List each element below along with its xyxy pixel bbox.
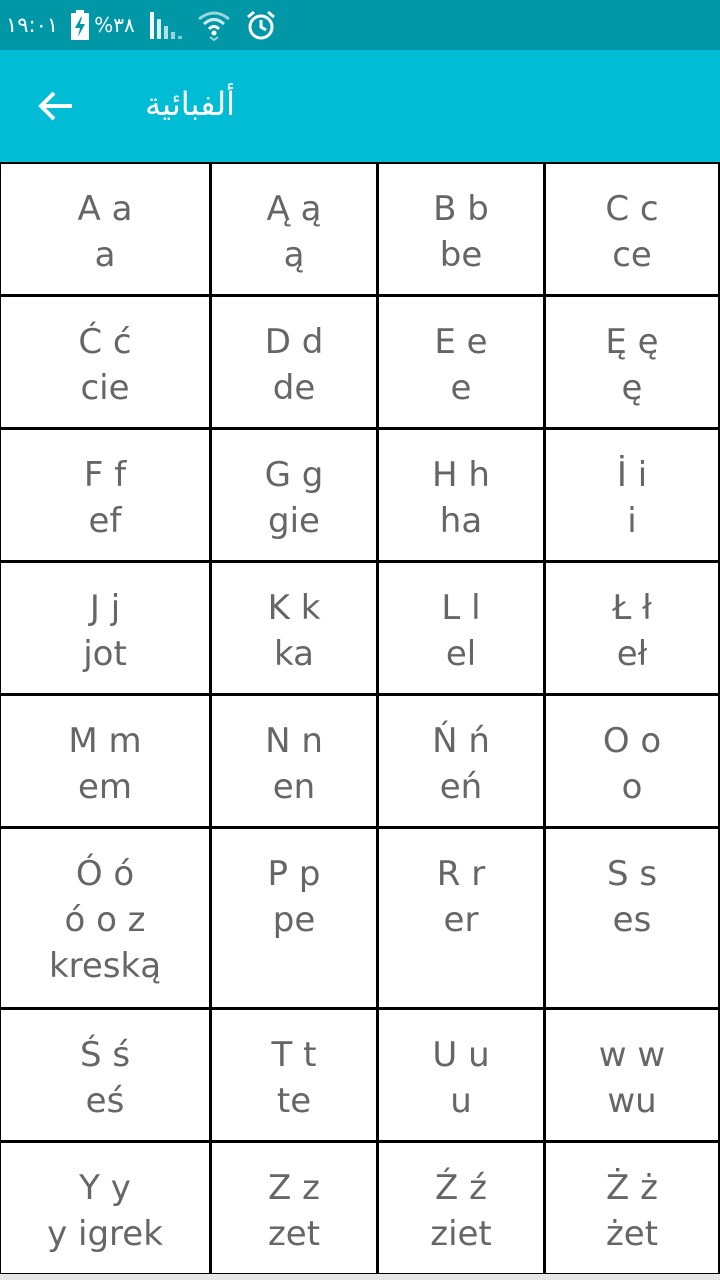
letter-cell[interactable]	[212, 563, 376, 693]
letter-cell[interactable]	[379, 297, 543, 427]
bottom-strip	[0, 1274, 720, 1280]
letter-cell[interactable]	[212, 1143, 376, 1273]
letter-name: el	[445, 634, 477, 674]
letter-glyphs: C c	[605, 189, 659, 229]
letter-name: te	[276, 1081, 312, 1121]
letter-glyphs: Ź ź	[435, 1168, 487, 1208]
letter-name: pe	[272, 900, 316, 940]
arrow-left-icon	[36, 88, 76, 124]
letter-name: ka	[274, 634, 314, 674]
letter-cell[interactable]	[379, 563, 543, 693]
letter-name-continued: kreską	[48, 946, 162, 986]
battery-charging-icon	[70, 9, 90, 41]
letter-cell[interactable]	[546, 563, 718, 693]
letter-cell[interactable]	[546, 164, 718, 294]
letter-cell[interactable]	[1, 563, 209, 693]
letter-name: eł	[616, 634, 648, 674]
letter-glyphs: L l	[441, 588, 481, 628]
letter-name: ce	[612, 235, 652, 275]
letter-glyphs: B b	[433, 189, 489, 229]
battery-percentage: %٣٨	[94, 13, 135, 37]
letter-glyphs: Z z	[268, 1168, 320, 1208]
letter-name: jot	[83, 634, 127, 674]
letter-glyphs: D d	[264, 322, 324, 362]
page-title: ألفبائية	[145, 85, 235, 123]
letter-glyphs: K k	[267, 588, 321, 628]
letter-cell[interactable]	[212, 297, 376, 427]
letter-cell[interactable]	[546, 829, 718, 1007]
letter-cell[interactable]	[546, 696, 718, 826]
letter-glyphs: E e	[434, 322, 488, 362]
letter-name: a	[94, 235, 116, 275]
letter-glyphs: Ę ę	[605, 322, 659, 362]
letter-name: be	[439, 235, 483, 275]
letter-glyphs: Ą ą	[266, 189, 322, 229]
letter-name: eń	[439, 767, 483, 807]
letter-cell[interactable]	[212, 430, 376, 560]
status-bar	[0, 0, 720, 50]
letter-cell[interactable]	[379, 164, 543, 294]
letter-glyphs: S s	[606, 854, 658, 894]
letter-glyphs: J j	[89, 588, 121, 628]
letter-glyphs: P p	[267, 854, 321, 894]
letter-cell[interactable]	[379, 696, 543, 826]
letter-cell[interactable]	[212, 164, 376, 294]
wifi-icon	[197, 9, 231, 41]
letter-glyphs: w w	[598, 1035, 666, 1075]
app-bar	[0, 50, 720, 162]
letter-glyphs: Ż ż	[606, 1168, 658, 1208]
back-button[interactable]	[28, 82, 84, 130]
letter-name: y igrek	[47, 1214, 163, 1254]
letter-cell[interactable]	[379, 1143, 543, 1273]
letter-name: wu	[607, 1081, 657, 1121]
letter-cell[interactable]	[1, 430, 209, 560]
letter-cell[interactable]	[1, 829, 209, 1007]
letter-name: ha	[439, 501, 483, 541]
letter-cell[interactable]	[1, 297, 209, 427]
letter-name: ef	[88, 501, 122, 541]
letter-name: ę	[621, 368, 643, 408]
letter-name: zet	[267, 1214, 321, 1254]
letter-glyphs: Ó ó	[75, 854, 135, 894]
letter-glyphs: F f	[83, 455, 127, 495]
letter-name: u	[450, 1081, 472, 1121]
letter-cell[interactable]	[379, 829, 543, 1007]
letter-glyphs: Ć ć	[78, 322, 132, 362]
letter-name: ziet	[430, 1214, 492, 1254]
letter-name: eś	[85, 1081, 125, 1121]
letter-cell[interactable]	[546, 430, 718, 560]
letter-glyphs: M m	[68, 721, 142, 761]
letter-name: ó o z	[64, 900, 146, 940]
letter-name: em	[77, 767, 133, 807]
letter-cell[interactable]	[1, 164, 209, 294]
letter-name: es	[612, 900, 652, 940]
letter-glyphs: H h	[432, 455, 490, 495]
letter-name: o	[621, 767, 643, 807]
letter-name: en	[272, 767, 316, 807]
letter-cell[interactable]	[546, 1143, 718, 1273]
letter-name: i	[627, 501, 637, 541]
letter-name: ą	[283, 235, 305, 275]
letter-glyphs: R r	[436, 854, 486, 894]
status-left-group	[6, 0, 291, 50]
letter-cell[interactable]	[212, 696, 376, 826]
letter-cell[interactable]	[212, 829, 376, 1007]
letter-glyphs: İ i	[616, 455, 648, 495]
letter-cell[interactable]	[546, 297, 718, 427]
letter-glyphs: T t	[271, 1035, 317, 1075]
letter-cell[interactable]	[546, 1010, 718, 1140]
letter-cell[interactable]	[212, 1010, 376, 1140]
letter-name: żet	[605, 1214, 659, 1254]
letter-cell[interactable]	[379, 1010, 543, 1140]
letter-name: cie	[80, 368, 130, 408]
letter-glyphs: A a	[77, 189, 133, 229]
status-time: ١٩:٠١	[6, 13, 59, 37]
letter-glyphs: U u	[432, 1035, 490, 1075]
letter-cell[interactable]	[1, 1010, 209, 1140]
letter-cell[interactable]	[1, 1143, 209, 1273]
letter-name: gie	[268, 501, 320, 541]
letter-name: de	[272, 368, 316, 408]
signal-icon	[149, 10, 183, 40]
alarm-icon	[245, 9, 277, 41]
letter-glyphs: N n	[265, 721, 323, 761]
letter-cell[interactable]	[1, 696, 209, 826]
letter-glyphs: Y y	[79, 1168, 131, 1208]
letter-cell[interactable]	[379, 430, 543, 560]
letter-glyphs: O o	[602, 721, 662, 761]
alphabet-grid	[0, 162, 720, 1274]
letter-glyphs: Ś ś	[79, 1035, 131, 1075]
letter-glyphs: Ń ń	[432, 721, 490, 761]
letter-name: e	[450, 368, 472, 408]
letter-name: er	[443, 900, 479, 940]
letter-glyphs: Ł ł	[612, 588, 652, 628]
letter-glyphs: G g	[264, 455, 324, 495]
